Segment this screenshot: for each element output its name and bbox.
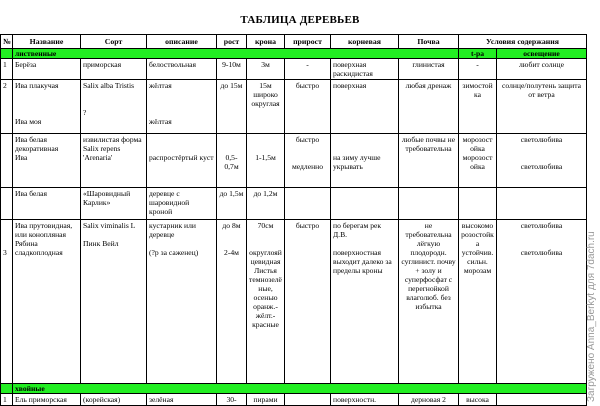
cell-temp: высокоморозостойка устойчив. сильн. морозам (459, 220, 497, 384)
header-roots: корневая (331, 35, 399, 49)
watermark-text: Загружено Anna_Berkyt для 7dach.ru (586, 231, 597, 402)
cell-desc (147, 80, 217, 134)
cell-height (217, 220, 247, 384)
cell-soil (399, 220, 459, 384)
cell-soil-b: лёгкую плодородн. суглинист. почву + золу и суперфосфат с перегнойкой влаголюб. без избытка (401, 239, 456, 311)
cell-roots: поверхностн. (331, 394, 399, 406)
header-conditions: Условия содержания (459, 35, 587, 49)
cell-growth-a: быстро (295, 135, 320, 144)
cell-name: Берёза (13, 59, 81, 80)
header-height: рост (217, 35, 247, 49)
cell-growth: - (285, 59, 331, 80)
header-desc: описание (147, 35, 217, 49)
cell-temp: морозостойка морозостойка (459, 134, 497, 188)
cell-roots: поверхная (331, 80, 399, 134)
cell-crown-text: 1-1,5м (255, 153, 276, 162)
cell-name (13, 134, 81, 188)
cell-temp: высока (459, 394, 497, 406)
header-crown: крона (247, 35, 285, 49)
cell-light-b: светолюбива (520, 248, 563, 257)
cell-desc-b: (?р за саженец) (149, 248, 199, 257)
cell-height-b: 2-4м (224, 248, 239, 257)
table-row (1, 188, 587, 220)
cell-sort-b: Пинк Вейл (83, 239, 119, 248)
cell-num: 1 (1, 394, 13, 406)
cell-crown: 3м (247, 59, 285, 80)
cell-roots-a: по берегам рек Д.В. (333, 221, 382, 239)
cell-soil-a: не требовательна (405, 221, 452, 239)
cell-desc-a: жёлтая (149, 81, 172, 90)
header-soil: Почва (399, 35, 459, 49)
cell-light: любит солнце (497, 59, 587, 80)
cell-name-b: Ива моя (15, 117, 42, 126)
cell-roots-text: на зиму лучше укрывать (333, 153, 381, 171)
cell-desc (147, 220, 217, 384)
cell-soil: глинистая (399, 59, 459, 80)
cell-desc-text: распростёртый куст (149, 153, 214, 162)
cell-temp: зимостойка (459, 80, 497, 134)
cell-height (217, 134, 247, 188)
cell-roots (331, 134, 399, 188)
cell-num: 1 (1, 59, 13, 80)
cell-crown-b: округлояйцевидная Листья темнозелёные, осенью оранж.-жёлт.-красные (249, 248, 282, 329)
cell-desc: зелёная (147, 394, 217, 406)
cell-light-b: светолюбива (520, 162, 563, 171)
cell-height: 30- (217, 394, 247, 406)
cell-name-b: Рябина сладкоплодная (15, 239, 63, 257)
cell-sort (81, 80, 147, 134)
group-row-deciduous (1, 49, 587, 59)
table-row (1, 80, 587, 134)
cell-sort: (корейская) (81, 394, 147, 406)
group-label: лиственные (13, 49, 459, 59)
cell-growth-b: медленно (291, 162, 324, 171)
cell-desc-a: кустарник или деревце (149, 221, 196, 239)
cell-sort (81, 220, 147, 384)
cell-name (13, 220, 81, 384)
cell-light (497, 220, 587, 384)
cell-crown-a: 70см (257, 221, 274, 230)
cell-sort-b: ? (83, 108, 87, 117)
cell-name (13, 80, 81, 134)
cell-sort: «Шаровидный Карлик» (81, 188, 147, 220)
cell-growth: быстро (285, 80, 331, 134)
cell-name-a: Ива плакучая (15, 81, 59, 90)
cell-num-text: 3 (3, 248, 7, 257)
table-row (1, 134, 587, 188)
header-growth: прирост (285, 35, 331, 49)
cell-sort-a: Salix alba Tristis (83, 81, 135, 90)
cell-name: Ива белая (13, 188, 81, 220)
cell-height-a: до 8м (222, 221, 241, 230)
cell-light (497, 134, 587, 188)
cell-sort: приморская (81, 59, 147, 80)
cell-sort-a: Salix viminalis L (83, 221, 136, 230)
cell-height: 9-10м (217, 59, 247, 80)
cell-num (1, 220, 13, 384)
cell-growth (285, 134, 331, 188)
header-sort: Сорт (81, 35, 147, 49)
cell-crown: пирами (247, 394, 285, 406)
table-row (1, 220, 587, 384)
trees-table (0, 34, 587, 406)
cell-name: Ель приморская (13, 394, 81, 406)
cell-light-a: светолюбива (520, 221, 563, 230)
group-label: хвойные (13, 384, 587, 394)
cell-name-a: Ива белая декоративная (15, 135, 59, 153)
cell-name-a: Ива прутовидная, или конопляная (15, 221, 73, 239)
cell-light-a: светолюбива (520, 135, 563, 144)
header-row (1, 35, 587, 49)
table-row (1, 59, 587, 80)
cell-soil: дерновая 2 (399, 394, 459, 406)
cell-height: до 15м (217, 80, 247, 134)
cell-desc-b: жёлтая (149, 117, 172, 126)
cell-roots (331, 220, 399, 384)
cell-soil: любые почвы не требовательна (399, 134, 459, 188)
cell-desc: белоствольная (147, 59, 217, 80)
cell-num: 2 (1, 80, 13, 134)
cell-roots-b: поверхностная выходит далеко за пределы кроны (333, 248, 392, 275)
cell-crown (247, 134, 285, 188)
cell-soil: любая дренаж (399, 80, 459, 134)
cell-height: до 1,5м (217, 188, 247, 220)
cell-growth: быстро (285, 220, 331, 384)
cell-temp: - (459, 59, 497, 80)
cell-desc: деревце с шаровидной кроной (147, 188, 217, 220)
cell-name-b: Ива (15, 153, 28, 162)
header-num: № (1, 35, 13, 49)
cell-desc (147, 134, 217, 188)
cell-crown (247, 220, 285, 384)
cell-crown: 15м широко округлая (247, 80, 285, 134)
group-light-label: освещение (497, 49, 587, 59)
cell-height-text: 0,5-0,7м (224, 153, 239, 171)
group-row-conifers (1, 384, 587, 394)
page-title: ТАБЛИЦА ДЕРЕВЬЕВ (240, 14, 360, 26)
cell-roots: поверхная раскидистая (331, 59, 399, 80)
header-name: Название (13, 35, 81, 49)
cell-light: солнце/полутень защита от ветра (497, 80, 587, 134)
group-temp-label: t-ра (459, 49, 497, 59)
cell-crown: до 1,2м (247, 188, 285, 220)
cell-sort: извилистая форма Salix repens 'Arenaria' (81, 134, 147, 188)
